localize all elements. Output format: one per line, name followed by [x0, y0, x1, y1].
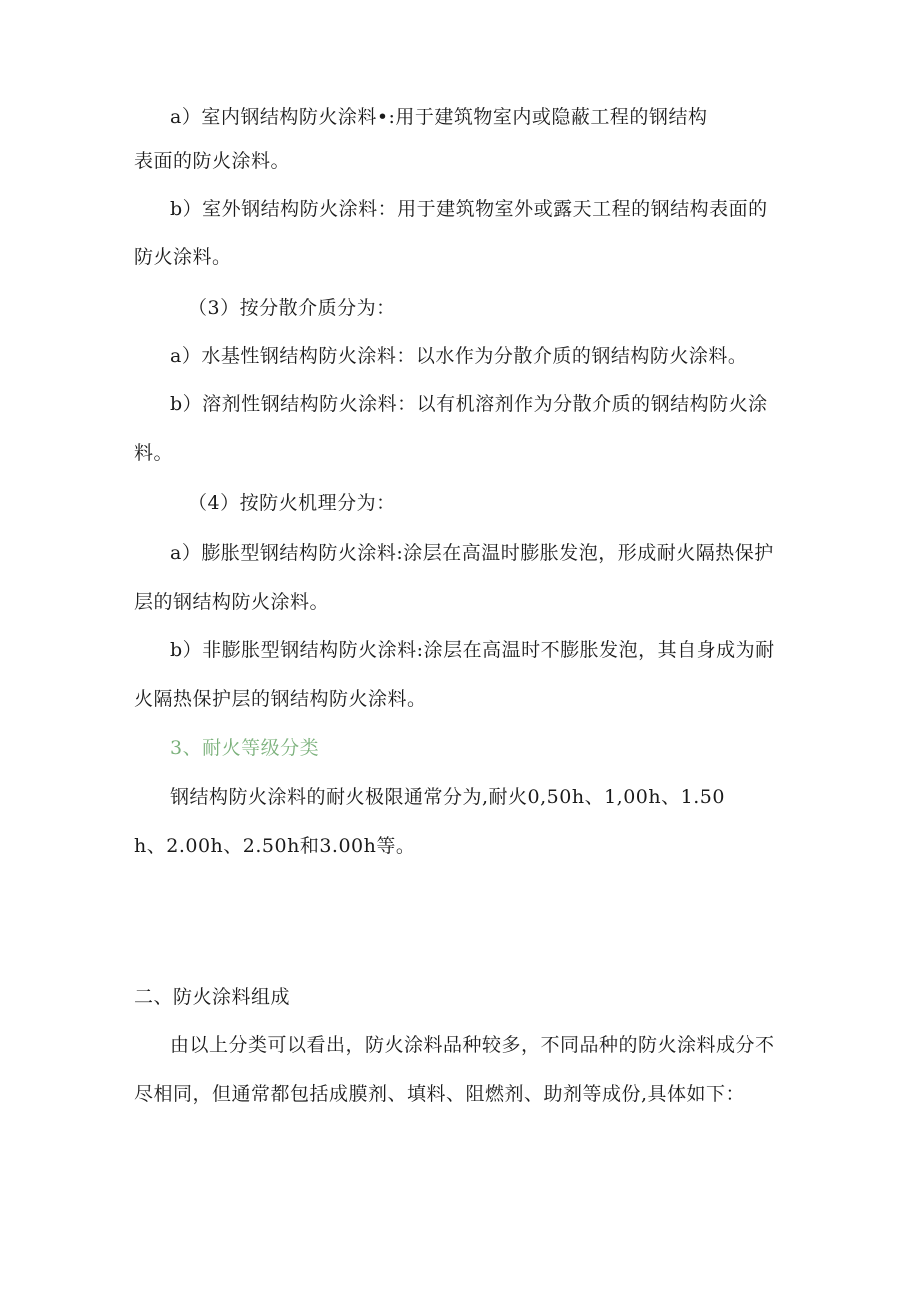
paragraph-line: a）室内钢结构防火涂料•:用于建筑物室内或隐蔽工程的钢结构	[170, 106, 708, 128]
paragraph-line: 防火涂料。	[134, 246, 232, 268]
paragraph-line: a）水基性钢结构防火涂料：以水作为分散介质的钢结构防火涂料。	[170, 345, 748, 367]
paragraph-line: 尽相同，但通常都包括成膜剂、填料、阻燃剂、助剂等成份,具体如下：	[134, 1083, 746, 1105]
paragraph-line: b）室外钢结构防火涂料：用于建筑物室外或露天工程的钢结构表面的	[170, 198, 768, 220]
paragraph-line: 表面的防火涂料。	[134, 150, 291, 172]
paragraph-line: b）非膨胀型钢结构防火涂料:涂层在高温时不膨胀发泡，其自身成为耐	[170, 639, 775, 661]
paragraph-line: 钢结构防火涂料的耐火极限通常分为,耐火0,50h、1,00h、1.50	[170, 786, 725, 808]
paragraph-line: 由以上分类可以看出，防火涂料品种较多，不同品种的防火涂料成分不	[170, 1034, 775, 1056]
section-subheading: （4）按防火机理分为：	[188, 492, 396, 514]
section-heading: 3、耐火等级分类	[170, 737, 320, 759]
chapter-heading: 二、防火涂料组成	[134, 986, 291, 1008]
paragraph-line: 层的钢结构防火涂料。	[134, 591, 330, 613]
paragraph-line: h、2.00h、2.50h和3.00h等。	[134, 835, 416, 857]
section-subheading: （3）按分散介质分为：	[188, 297, 396, 319]
paragraph-line: 火隔热保护层的钢结构防火涂料。	[134, 688, 427, 710]
paragraph-line: b）溶剂性钢结构防火涂料：以有机溶剂作为分散介质的钢结构防火涂	[170, 393, 768, 415]
paragraph-line: a）膨胀型钢结构防火涂料:涂层在高温时膨胀发泡，形成耐火隔热保护	[170, 542, 774, 564]
paragraph-line: 料。	[134, 442, 174, 464]
